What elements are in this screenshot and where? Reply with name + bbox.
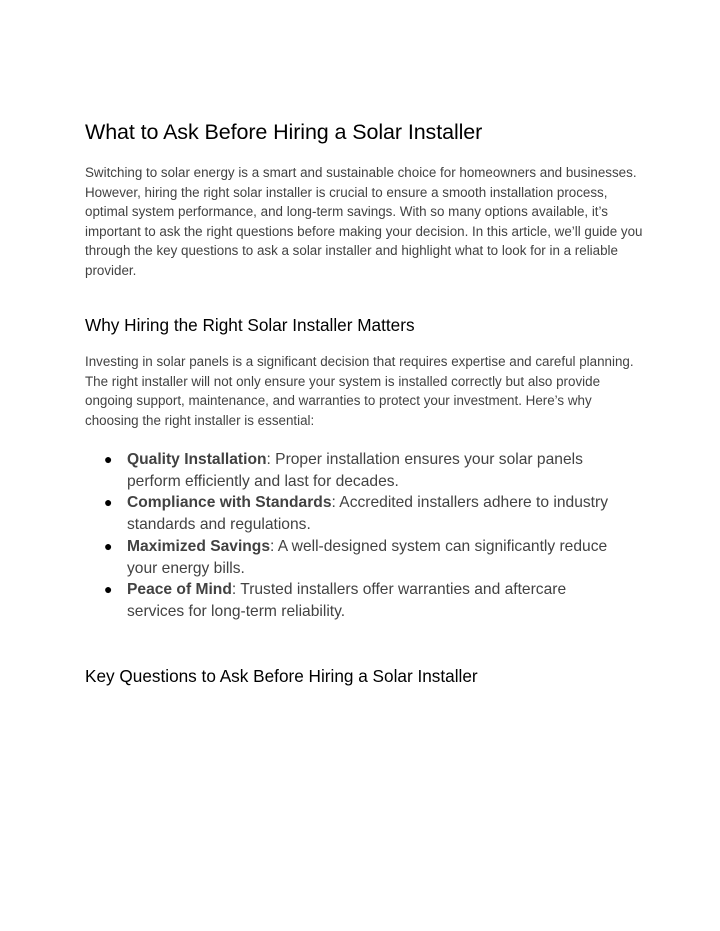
list-item-text: : Accredited installers adhere to industry standards and regulations. [127, 494, 608, 534]
intro-paragraph: Switching to solar energy is a smart and sustainable choice for homeowners and businesses. However, hiring the right solar installer is crucial to ensure a smooth installation process, optimal system performance, and long-term savings. With so many options available, it’s important to ask the right questions before making your decision. In this article, we’ll guide you through the key questions to ask a solar installer and highlight what to look for in a reliable provider. [85, 165, 643, 278]
list-item-term: Compliance with Standards [127, 494, 332, 512]
list-item-term: Quality Installation [127, 451, 267, 468]
bullet-icon: ● [104, 451, 113, 467]
list-item [104, 449, 617, 492]
section-paragraph-why-hiring: Investing in solar panels is a significant decision that requires expertise and careful planning. The right installer will not only ensure your system is installed correctly but also provide ongoing support, maintenance, and warranties to protect your investment. Here’s why choosing the right installer is essential: [85, 354, 634, 428]
list-item [104, 536, 617, 579]
list-item-text: : A well-designed system can significantly reduce your energy bills. [127, 537, 608, 577]
list-item [104, 579, 617, 622]
bullet-icon: ● [104, 494, 113, 511]
section-heading-key-questions: Key Questions to Ask Before Hiring a Solar Installer [85, 665, 478, 686]
bullet-icon: ● [104, 581, 113, 598]
benefits-list [85, 449, 617, 623]
list-item-term: Maximized Savings [127, 537, 270, 555]
bullet-icon: ● [104, 537, 113, 554]
document-content [85, 116, 645, 689]
section-heading-why-hiring: Why Hiring the Right Solar Installer Matters [85, 315, 415, 335]
page-title: What to Ask Before Hiring a Solar Installer [85, 120, 483, 144]
list-item-text: : Proper installation ensures your solar panels perform efficiently and last for decades. [127, 451, 583, 490]
list-item-text: : Trusted installers offer warranties and aftercare services for long-term reliability. [127, 581, 567, 620]
list-item-term: Peace of Mind [127, 581, 232, 599]
list-item [104, 492, 617, 535]
